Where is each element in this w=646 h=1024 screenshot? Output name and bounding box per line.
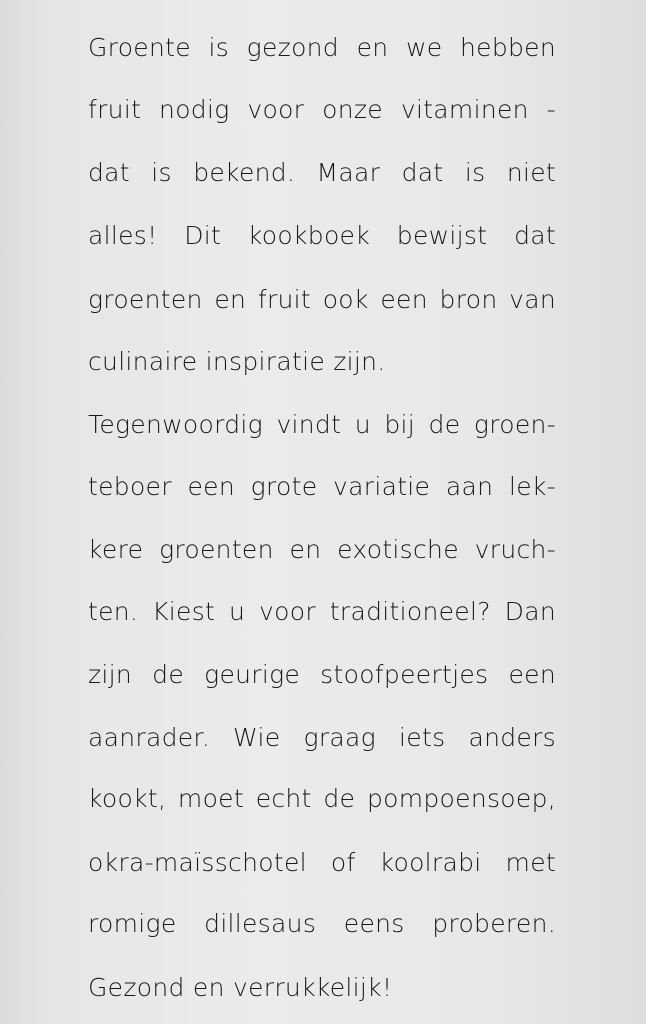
text-page xyxy=(88,14,556,1014)
text-line: aanrader. Wie graag iets anders xyxy=(88,723,556,752)
text-line: Groente is gezond en we hebben xyxy=(88,33,556,62)
text-line: kere groenten en exotische vruch- xyxy=(88,535,556,564)
text-line: fruit nodig voor onze vitaminen - xyxy=(88,95,556,124)
text-line: zijn de geurige stoofpeertjes een xyxy=(88,660,556,689)
text-line: Gezond en verrukkelijk! xyxy=(88,973,393,1002)
text-line: romige dillesaus eens proberen. xyxy=(88,909,556,938)
text-line: culinaire inspiratie zijn. xyxy=(88,347,386,376)
text-line: dat is bekend. Maar dat is niet xyxy=(88,158,556,187)
text-line: kookt, moet echt de pompoensoep, xyxy=(88,784,556,813)
text-line: alles! Dit kookboek bewijst dat xyxy=(88,221,556,250)
text-line: teboer een grote variatie aan lek- xyxy=(88,472,556,501)
text-line: okra-maïsschotel of koolrabi met xyxy=(88,848,556,877)
text-line: Tegenwoordig vindt u bij de groen- xyxy=(88,410,556,439)
text-line: groenten en fruit ook een bron van xyxy=(88,285,556,314)
text-line: ten. Kiest u voor traditioneel? Dan xyxy=(88,597,556,626)
